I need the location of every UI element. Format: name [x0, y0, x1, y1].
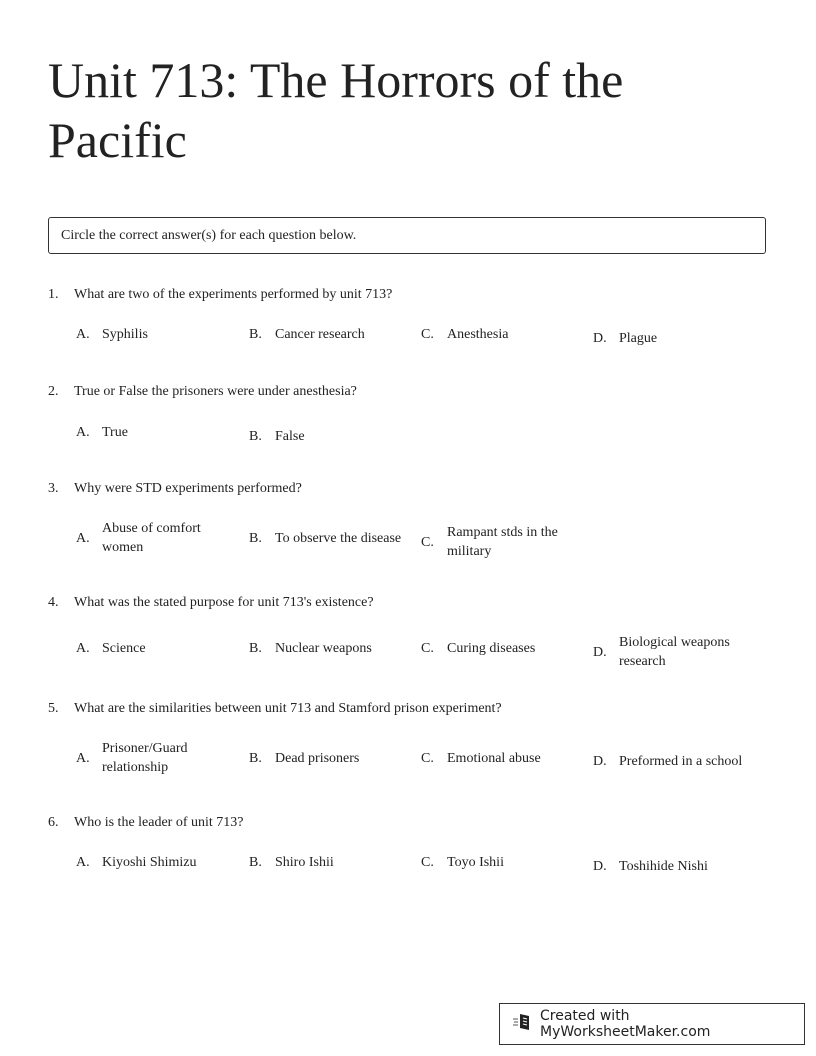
option-letter: C.: [421, 535, 434, 550]
option-text: Curing diseases: [447, 641, 536, 656]
option-text: True: [102, 425, 128, 440]
option-letter: C.: [421, 641, 434, 656]
option-letter: D.: [593, 645, 607, 660]
question-number: 5.: [48, 701, 59, 716]
option-text: Toshihide Nishi: [619, 859, 708, 874]
option-text: Plague: [619, 331, 658, 346]
option-text: Science: [102, 641, 146, 656]
option-text: Emotional abuse: [447, 751, 541, 766]
option-text: Anesthesia: [447, 327, 509, 342]
footer-text: Created with MyWorksheetMaker.com: [540, 1008, 711, 1040]
worksheet-maker-logo-icon: [512, 1011, 540, 1037]
option-letter: A.: [76, 751, 90, 766]
option-text: Rampant stds in the military: [447, 525, 558, 559]
option-text: Syphilis: [102, 327, 148, 342]
option-letter: B.: [249, 531, 262, 546]
footer-badge[interactable]: [499, 1003, 805, 1045]
option-letter: B.: [249, 429, 262, 444]
option-letter: C.: [421, 327, 434, 342]
option-letter: A.: [76, 855, 90, 870]
option-letter: B.: [249, 641, 262, 656]
question-text: What was the stated purpose for unit 713's existence?: [74, 595, 374, 610]
question-text: Why were STD experiments performed?: [74, 481, 302, 496]
option-letter: D.: [593, 859, 607, 874]
option-letter: B.: [249, 327, 262, 342]
question-number: 2.: [48, 384, 59, 399]
question-number: 6.: [48, 815, 59, 830]
question-text: Who is the leader of unit 713?: [74, 815, 244, 830]
option-text: Biological weapons research: [619, 635, 730, 669]
option-letter: C.: [421, 855, 434, 870]
option-letter: A.: [76, 327, 90, 342]
question-number: 3.: [48, 481, 59, 496]
option-letter: D.: [593, 754, 607, 769]
option-letter: B.: [249, 855, 262, 870]
option-text: Abuse of comfort women: [102, 521, 201, 555]
option-text: Dead prisoners: [275, 751, 360, 766]
option-text: To observe the disease: [275, 531, 402, 546]
option-letter: C.: [421, 751, 434, 766]
option-text: Kiyoshi Shimizu: [102, 855, 197, 870]
question-text: True or False the prisoners were under anesthesia?: [74, 384, 357, 399]
option-text: Preformed in a school: [619, 754, 743, 769]
option-text: False: [275, 429, 305, 444]
option-text: Shiro Ishii: [275, 855, 334, 870]
option-text: Cancer research: [275, 327, 365, 342]
option-letter: B.: [249, 751, 262, 766]
question-number: 1.: [48, 287, 59, 302]
option-letter: A.: [76, 425, 90, 440]
option-text: Nuclear weapons: [275, 641, 372, 656]
question-text: What are the similarities between unit 713 and Stamford prison experiment?: [74, 701, 502, 716]
option-text: Toyo Ishii: [447, 855, 504, 870]
page-title: Unit 713: The Horrors of the Pacific: [48, 52, 624, 168]
question-number: 4.: [48, 595, 59, 610]
option-text: Prisoner/Guard relationship: [102, 741, 188, 775]
instructions-box: Circle the correct answer(s) for each question below.: [48, 217, 766, 254]
option-letter: A.: [76, 641, 90, 656]
option-letter: A.: [76, 531, 90, 546]
option-letter: D.: [593, 331, 607, 346]
question-text: What are two of the experiments performed by unit 713?: [74, 287, 393, 302]
